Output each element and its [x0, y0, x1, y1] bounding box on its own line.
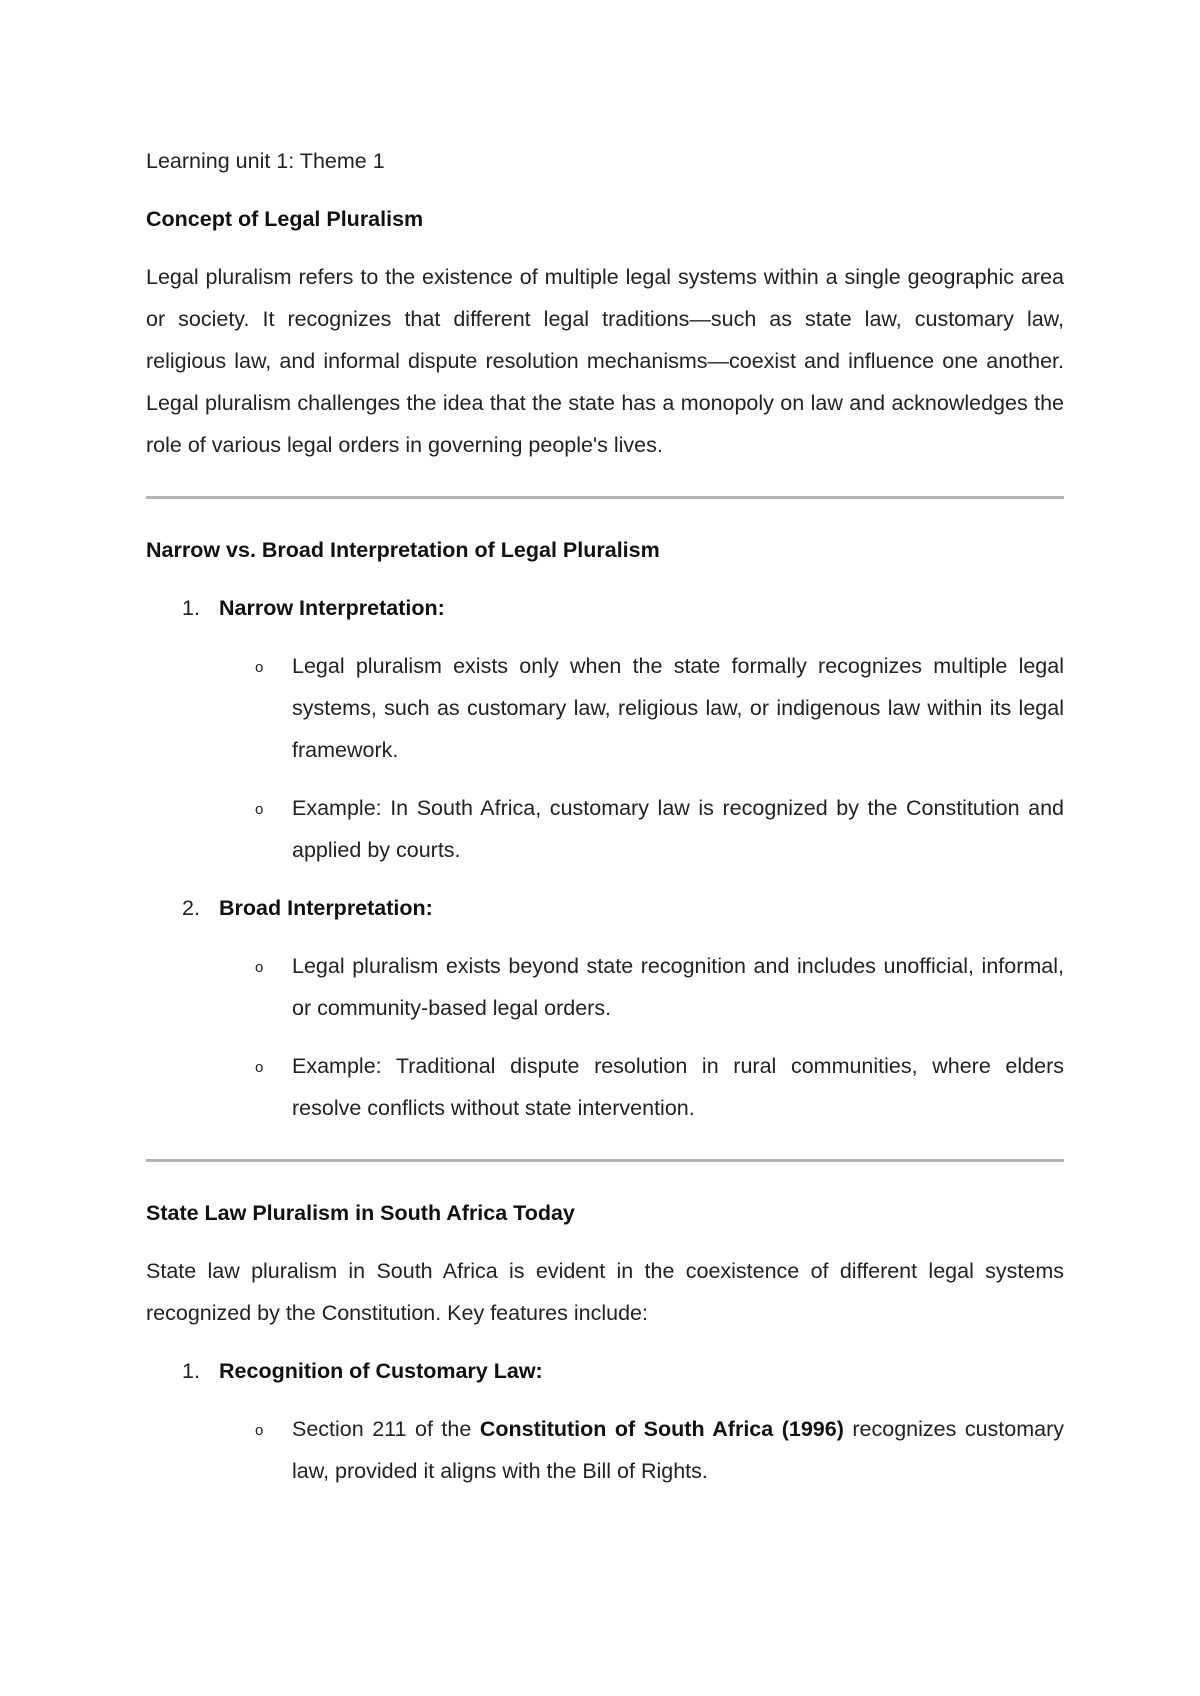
section-divider: [146, 496, 1064, 499]
bullet-item: [146, 787, 1064, 871]
bullet-item: [146, 645, 1064, 771]
bullet-circle-icon: o: [255, 659, 264, 676]
bullet-circle-icon: o: [255, 959, 264, 976]
bullet-circle-icon: o: [255, 1059, 264, 1076]
section-heading-state-law: State Law Pluralism in South Africa Today: [146, 1201, 575, 1225]
bullet-text: Example: In South Africa, customary law is recognized by the Constitution and applied by courts.: [292, 796, 1064, 862]
section-heading-concept: Concept of Legal Pluralism: [146, 207, 424, 231]
bullet-text: Example: Traditional dispute resolution in rural communities, where elders resolve conflicts without state intervention.: [292, 1054, 1064, 1120]
bullet-item: [146, 1408, 1064, 1492]
numbered-item-narrow: [146, 587, 1064, 629]
bullet-text: Legal pluralism exists only when the state formally recognizes multiple legal systems, such as customary law, religious law, or indigenous law within its legal framework.: [292, 654, 1064, 762]
list-item-title: Narrow Interpretation:: [219, 596, 445, 620]
numbered-item-broad: [146, 887, 1064, 929]
list-number: 1.: [182, 596, 200, 620]
document-page: [146, 140, 1064, 1508]
numbered-item-customary: [146, 1350, 1064, 1392]
bullet-circle-icon: o: [255, 801, 264, 818]
bullet-text-end: recognizes customary law, provided it aligns with the Bill of Rights.: [292, 1417, 1065, 1483]
bullet-text-start: Section 211 of the: [292, 1417, 480, 1441]
state-law-paragraph: State law pluralism in South Africa is evident in the coexistence of different legal systems recognized by the Constitution. Key features include:: [146, 1259, 1064, 1325]
unit-label: Learning unit 1: Theme 1: [146, 149, 385, 173]
concept-paragraph: Legal pluralism refers to the existence of multiple legal systems within a single geographic area or society. It recognizes that different legal traditions—such as state law, customary law, religious law, and informal dispute resolution mechanisms—coexist and influence one another. Legal pluralism challenges the idea that the state has a monopoly on law and acknowledges the role of various legal orders in governing people's lives.: [146, 265, 1064, 457]
bullet-text: Legal pluralism exists beyond state recognition and includes unofficial, informal, or community-based legal orders.: [292, 954, 1064, 1020]
list-number: 2.: [182, 896, 200, 920]
section-heading-interpretation: Narrow vs. Broad Interpretation of Legal Pluralism: [146, 538, 660, 562]
constitution-citation: Constitution of South Africa (1996): [479, 1417, 844, 1441]
bullet-circle-icon: o: [255, 1422, 264, 1439]
list-item-title: Recognition of Customary Law:: [219, 1359, 543, 1383]
list-item-title: Broad Interpretation:: [219, 896, 433, 920]
bullet-text: [292, 1408, 1064, 1492]
list-number: 1.: [182, 1359, 200, 1383]
bullet-item: [146, 1045, 1064, 1129]
bullet-item: [146, 945, 1064, 1029]
section-divider: [146, 1159, 1064, 1162]
